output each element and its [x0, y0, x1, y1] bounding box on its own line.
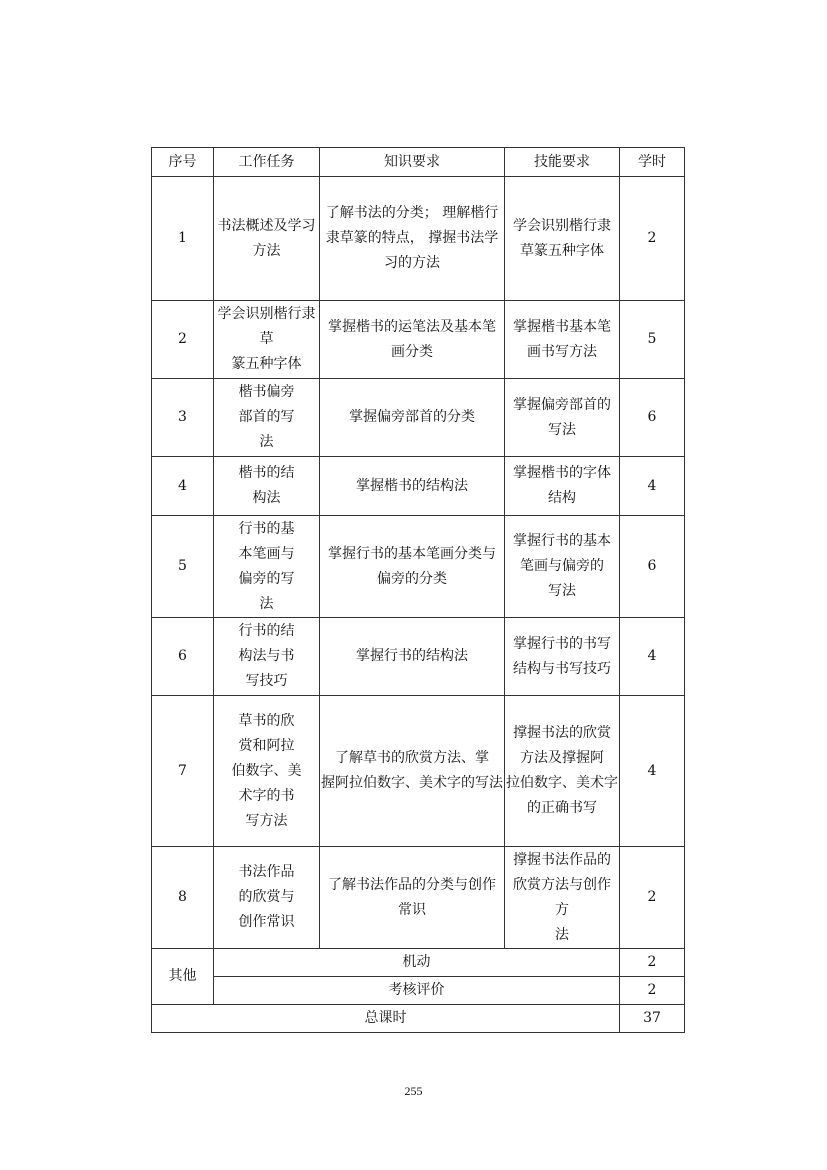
cell-skill	[505, 379, 620, 457]
cell-seq: 2	[152, 301, 214, 379]
header-knowledge: 知识要求	[320, 148, 505, 177]
cell-task-line: 篆五种字体	[231, 356, 302, 372]
cell-hours: 4	[620, 618, 685, 696]
cell-task	[214, 516, 320, 618]
cell-knowledge	[320, 847, 505, 949]
other-item-name: 考核评价	[214, 977, 620, 1005]
cell-skill-line: 掌握偏旁部首的	[513, 396, 611, 413]
table-row	[152, 457, 685, 516]
cell-task-line: 构法	[252, 490, 281, 506]
cell-skill-line: 拉伯数字、美术字	[506, 775, 618, 791]
table-row	[152, 516, 685, 618]
cell-task-line: 楷书偏旁	[238, 384, 295, 400]
cell-task-line: 创作常识	[238, 914, 295, 930]
header-hours: 学时	[620, 148, 685, 177]
cell-seq: 8	[152, 847, 214, 949]
cell-hours: 4	[620, 457, 685, 516]
cell-task-line: 楷书的结	[238, 465, 295, 481]
cell-task-line: 法	[259, 434, 274, 450]
page-number: 255	[404, 1084, 423, 1098]
cell-skill-line: 结构	[548, 490, 576, 506]
cell-task-line: 术字的书	[238, 787, 295, 804]
cell-task-line: 方法	[252, 242, 281, 259]
course-hours-table	[151, 147, 685, 1033]
table-row	[152, 177, 685, 301]
cell-knowledge-line: 常识	[398, 901, 426, 918]
cell-task	[214, 301, 320, 379]
cell-skill-line: 欣赏方法与创作	[513, 876, 611, 893]
cell-skill-line: 法	[555, 926, 569, 943]
cell-task-line: 草	[259, 331, 274, 347]
cell-task-line: 部首的写	[238, 409, 295, 425]
cell-skill	[505, 696, 620, 847]
cell-skill-line: 写法	[548, 583, 576, 599]
cell-task-line: 赏和阿拉	[238, 737, 295, 754]
cell-task	[214, 618, 320, 696]
cell-task-line: 书法作品	[238, 864, 295, 880]
cell-skill-line: 掌握行书的基本	[513, 533, 611, 549]
table-row	[152, 696, 685, 847]
other-row-2	[152, 977, 685, 1005]
header-task: 工作任务	[214, 148, 320, 177]
cell-hours: 2	[620, 847, 685, 949]
cell-task-line: 伯数字、美	[231, 762, 302, 779]
cell-task	[214, 379, 320, 457]
total-row	[152, 1005, 685, 1033]
other-row-1	[152, 949, 685, 977]
cell-skill-line: 掌握楷书的字体	[513, 465, 611, 481]
cell-knowledge	[320, 379, 505, 457]
cell-skill-line: 撑握书法的欣赏	[513, 725, 611, 741]
cell-skill-line: 掌握楷书基本笔	[513, 318, 611, 335]
cell-knowledge	[320, 301, 505, 379]
cell-task-line: 行书的基	[238, 520, 295, 537]
cell-seq: 3	[152, 379, 214, 457]
cell-task-line: 学会识别楷行隶	[217, 306, 316, 322]
cell-knowledge-line: 掌握偏旁部首的分类	[349, 409, 475, 425]
cell-skill-line: 掌握行书的书写	[513, 635, 611, 652]
cell-task-line: 构法与书	[238, 648, 295, 664]
cell-skill	[505, 618, 620, 696]
cell-task-line: 本笔画与	[238, 545, 295, 562]
cell-task-line: 草书的欣	[238, 712, 295, 729]
cell-skill-line: 的正确书写	[527, 800, 597, 816]
cell-knowledge	[320, 516, 505, 618]
table-row	[152, 301, 685, 379]
cell-task-line: 的欣赏与	[238, 889, 295, 905]
table-row	[152, 847, 685, 949]
header-seq: 序号	[152, 148, 214, 177]
cell-knowledge-line: 掌握行书的结构法	[356, 648, 468, 664]
cell-hours: 4	[620, 696, 685, 847]
cell-knowledge-line: 了解草书的欣赏方法、掌	[335, 750, 489, 766]
other-item-hours: 2	[620, 977, 685, 1005]
cell-seq: 5	[152, 516, 214, 618]
cell-skill-line: 草篆五种字体	[520, 242, 604, 259]
cell-skill	[505, 301, 620, 379]
table-row	[152, 618, 685, 696]
header-row	[152, 148, 685, 177]
table-row	[152, 379, 685, 457]
cell-knowledge-line: 了解书法作品的分类与创作	[328, 876, 496, 893]
cell-task-line: 偏旁的写	[238, 570, 295, 587]
cell-knowledge	[320, 457, 505, 516]
cell-task-line: 书法概述及学习	[217, 217, 316, 234]
cell-seq: 7	[152, 696, 214, 847]
total-label: 总课时	[152, 1005, 620, 1033]
cell-hours: 6	[620, 379, 685, 457]
cell-knowledge	[320, 618, 505, 696]
cell-task	[214, 847, 320, 949]
total-hours: 37	[620, 1005, 685, 1033]
header-skill: 技能要求	[505, 148, 620, 177]
cell-skill	[505, 516, 620, 618]
cell-knowledge	[320, 696, 505, 847]
cell-skill	[505, 847, 620, 949]
cell-skill-line: 撑握书法作品的	[513, 851, 611, 868]
cell-knowledge-line: 掌握楷书的运笔法及基本笔	[328, 318, 496, 335]
cell-task	[214, 177, 320, 301]
cell-task	[214, 696, 320, 847]
cell-seq: 1	[152, 177, 214, 301]
cell-knowledge-line: 了解书法的分类； 理解楷行	[325, 205, 499, 221]
cell-hours: 6	[620, 516, 685, 618]
cell-seq: 6	[152, 618, 214, 696]
cell-hours: 2	[620, 177, 685, 301]
cell-skill-line: 方法及撑握阿	[520, 750, 604, 766]
cell-knowledge-line: 偏旁的分类	[377, 570, 447, 587]
other-item-name: 机动	[214, 949, 620, 977]
cell-task-line: 法	[259, 595, 274, 612]
cell-knowledge-line: 习的方法	[384, 255, 440, 271]
cell-skill-line: 笔画与偏旁的	[520, 558, 604, 574]
cell-knowledge-line: 隶草篆的特点， 撑握书法学	[325, 230, 499, 246]
cell-knowledge-line: 画分类	[391, 343, 433, 360]
cell-skill	[505, 177, 620, 301]
cell-task-line: 写技巧	[245, 673, 288, 689]
cell-hours: 5	[620, 301, 685, 379]
cell-skill-line: 学会识别楷行隶	[513, 217, 611, 234]
cell-task-line: 行书的结	[238, 623, 295, 639]
cell-skill-line: 画书写方法	[527, 343, 597, 360]
cell-knowledge	[320, 177, 505, 301]
cell-skill-line: 写法	[548, 421, 576, 438]
other-label: 其他	[152, 949, 214, 1005]
cell-skill-line: 结构与书写技巧	[513, 660, 611, 677]
cell-knowledge-line: 掌握行书的基本笔画分类与	[328, 545, 496, 562]
cell-seq: 4	[152, 457, 214, 516]
cell-knowledge-line: 掌握楷书的结构法	[356, 477, 468, 494]
cell-skill-line: 方	[555, 901, 569, 918]
cell-knowledge-line: 握阿拉伯数字、美术字的写法	[321, 775, 503, 791]
cell-task-line: 写方法	[245, 812, 288, 829]
cell-task	[214, 457, 320, 516]
other-item-hours: 2	[620, 949, 685, 977]
cell-skill	[505, 457, 620, 516]
